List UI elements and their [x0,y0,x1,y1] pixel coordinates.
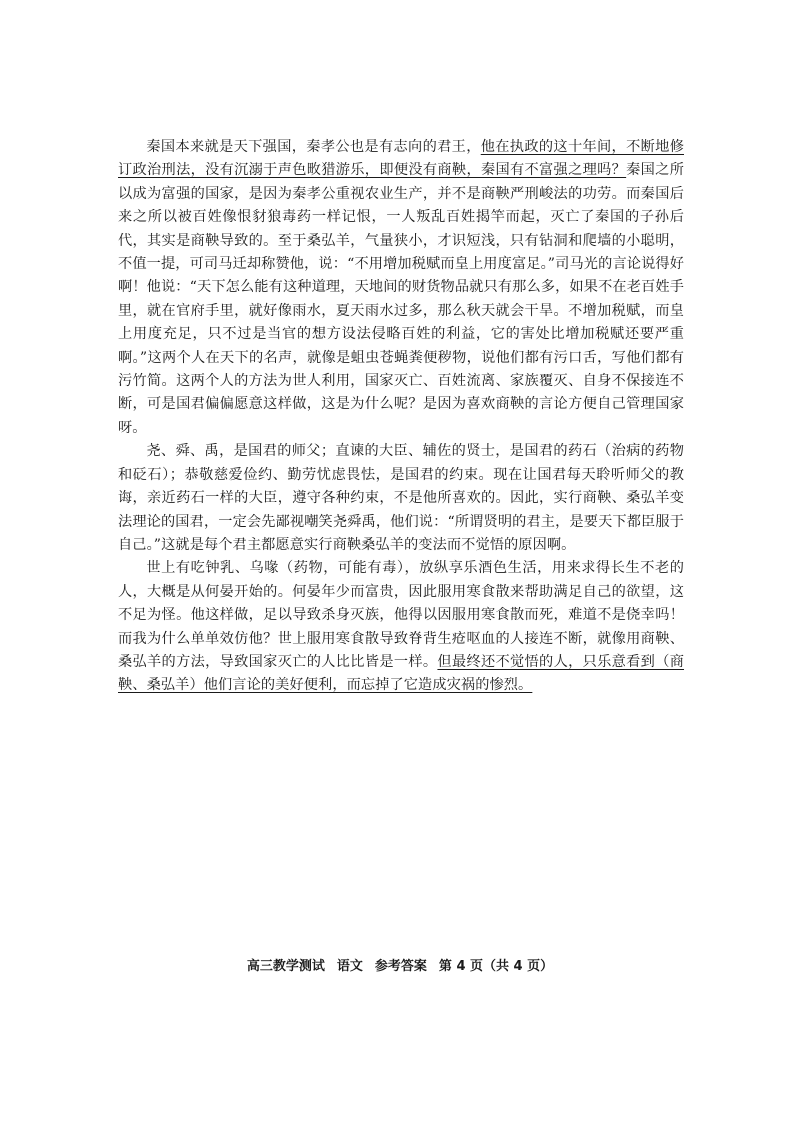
paragraph-1 [118,136,684,440]
paragraph-2-text: 尧、舜、禹，是国君的师父；直谏的大臣、辅佐的贤士，是国君的药石（治病的药物和砭石）；恭敬慈爱俭约、勤劳忧虑畏怯，是国君的约束。现在让国君每天聆听师父的教诲，亲近药石一样的大臣，遵守各种约束，不是他所喜欢的。因此，实行商鞅、桑弘羊变法理论的国君，一定会先鄙视嘲笑尧舜禹，他们说：“所谓贤明的君主，是要天下都臣服于自己。”这就是每个君主都愿意实行商鞅桑弘羊的变法而不觉悟的原因啊。 [118,443,684,553]
footer-doc-type: 参考答案 [374,959,427,974]
footer-page-number: 第 4 页（共 4 页） [438,959,554,974]
paragraph-3-text: 世上有吃钟乳、乌喙（药物，可能有毒），放纵享乐酒色生活，用来求得长生不老的人，大概是从何晏开始的。何晏年少而富贵，因此服用寒食散来帮助满足自己的欲望，这不足为怪。他这样做，足以导致杀身灭族，他得以因服用寒食散而死，难道不是侥幸吗！而我为什么单单效仿他？世上服用寒食散导致脊背生疮呕血的人接连不断，就像用商鞅、桑弘羊的方法，导致国家灭亡的人比比皆是一样。 [118,560,684,670]
paragraph-3 [118,557,684,697]
paragraph-1-underlined-text: 他在执政的这十年间，不断地修订政治刑法，没有沉溺于声色畋猎游乐，即便没有商鞅，秦国有不富强之理吗？ [118,139,684,179]
answer-text-body [118,136,684,698]
paragraph-3-underlined-text: 但最终还不觉悟的人，只乐意看到（商鞅、桑弘羊）他们言论的美好便利，而忘掉了它造成灾祸的惨烈。 [118,653,685,694]
page-footer [0,955,800,974]
paragraph-1-text-b: 秦国之所以成为富强的国家，是因为秦孝公重视农业生产，并不是商鞅严刑峻法的功劳。而秦国后来之所以被百姓像恨豺狼毒药一样记恨，一人叛乱百姓揭竿而起，灭亡了秦国的子孙后代，其实是商鞅导致的。至于桑弘羊，气量狭小，才识短浅，只有钻洞和爬墙的小聪明，不值一提，可司马迁却称赞他，说：“不用增加税赋而皇上用度富足。”司马光的言论说得好啊！他说：“天下怎么能有这种道理，天地间的财货物品就只有那么多，如果不在老百姓手里，就在官府手里，就好像雨水，夏天雨水过多，那么秋天就会干旱。不增加税赋，而皇上用度充足，只不过是当官的想方设法侵略百姓的利益，它的害处比增加税赋还要严重啊。”这两个人在天下的名声，就像是蛆虫苍蝇粪便秽物，说他们都有污口舌，写他们都有污竹简。这两个人的方法为世人利用，国家灭亡、百姓流离、家族覆灭、自身不保接连不断，可是国君偏偏愿意这样做，这是为什么呢？是因为喜欢商鞅的言论方便自己管理国家呀。 [118,162,684,436]
paragraph-2 [118,440,684,557]
paragraph-1-text-a: 秦国本来就是天下强国，秦孝公也是有志向的君王， [146,139,481,155]
footer-exam-name: 高三教学测试 [246,959,325,974]
footer-subject: 语文 [336,959,363,974]
